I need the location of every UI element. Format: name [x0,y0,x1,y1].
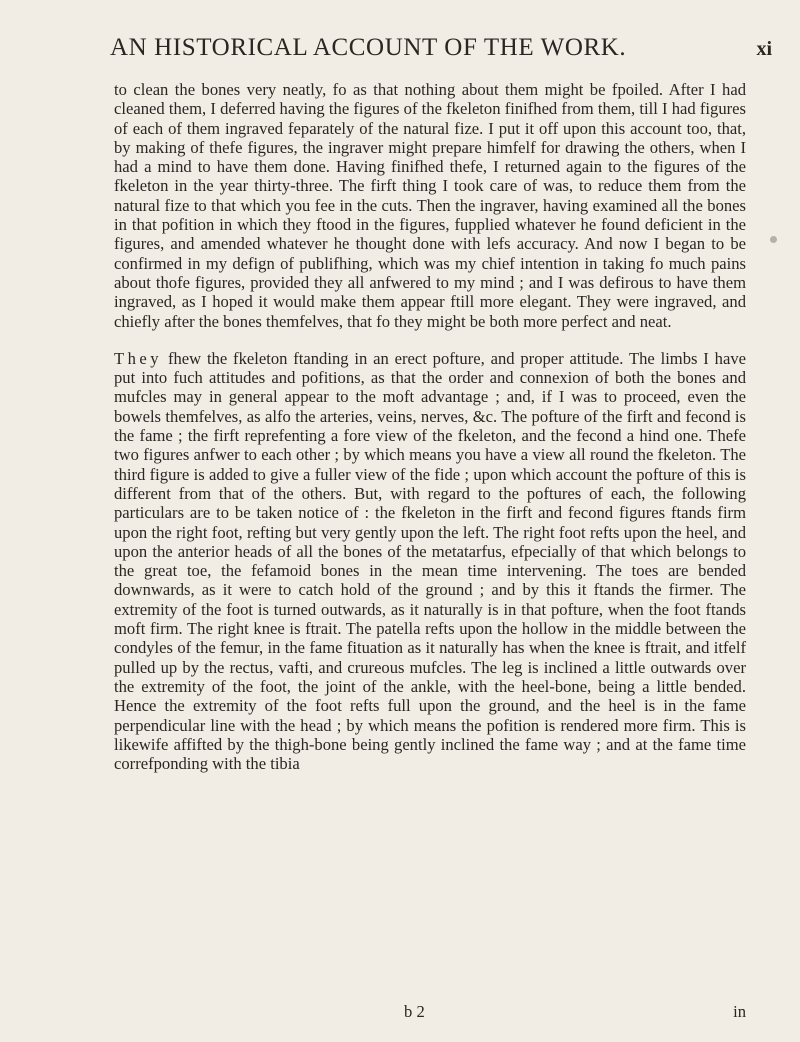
ink-spot-decoration [770,236,777,243]
paragraph-text: to clean the bones very neatly, fo as that nothing about them might be fpoiled. After I had cleaned them, I deferred having the figures of the fkeleton finifhed from them, till I had figures of each of them ingraved feparately of the natural fize. I put it off upon this account too, that, by making of thefe figures, the ingraver might prepare himfelf for drawing the others, when I had a mind to have them done. Having finifhed thefe, I returned again to the figures of the fkeleton in the year thirty-three. The firft thing I took care of was, to reduce them from the natural fize to that which you fee in the cuts. Then the ingraver, having examined all the bones in that pofition in which they ftood in the figures, fupplied whatever he found deficient in the figures, and amended whatever he thought done with lefs accuracy. And now I began to be confirmed in my defign of publifhing, which was my chief intention in taking fo much pains about thofe figures, provided they all anfwered to my mind ; and I was defirous to have them ingraved, as I hoped it would make them appear ftill more elegant. They were ingraved, and chiefly after the bones themfelves, that fo they might be both more perfect and neat. [114,80,746,331]
page-header [110,34,772,70]
paragraph-text: fhew the fkeleton ftanding in an erect pofture, and proper attitude. The limbs I have put into fuch attitudes and pofitions, as that the order and connexion of both the bones and mufcles may in general appear to the moft advantage ; and, if I was to proceed, even the bowels themfelves, as alfo the arteries, veins, nerves, &c. The pofture of the firft and fecond is the fame ; the firft reprefenting a fore view of the fkeleton, and the fecond a hind one. Thefe two figures anfwer to each other ; by which means you have a view all round the fkeleton. The third figure is added to give a fuller view of the fide ; upon which account the pofture of this is different from that of the others. But, with regard to the poftures of each, the following particulars are to be taken notice of : the fkeleton in the firft and fecond figures ftands firm upon the right foot, refting but very gently upon the left. The right foot refts upon the heel, and upon the anterior heads of all the bones of the metatarfus, efpecially of that which belongs to the great toe, the fefamoid bones in the mean time intervening. The toes are bended downwards, as it were to catch hold of the ground ; and by this it ftands the firmer. The extremity of the foot is turned outwards, as it naturally is in that pofture, when the foot ftands moft firm. The right knee is ftrait. The patella refts upon the hollow in the middle between the condyles of the femur, in the fame fituation as it naturally has when the knee is ftrait, and itfelf pulled up by the rectus, vafti, and crureous mufcles. The leg is inclined a little outwards over the extremity of the foot, the joint of the ankle, with the heel-bone, being a little bended. Hence the extremity of the foot refts full upon the ground, and the heel is in the fame perpendicular line with the head ; by which means the pofition is rendered more firm. This is likewife affifted by the thigh-bone being gently inclined the fame way ; and at the fame time correfponding with the tibia [114,348,746,774]
running-title: AN HISTORICAL ACCOUNT OF THE WORK. [110,34,627,61]
page-footer [114,1002,746,1024]
paragraph [114,80,746,331]
body-text [114,80,746,773]
page-number: xi [756,38,772,60]
signature-mark: b 2 [404,1002,425,1021]
lead-word: They [114,348,163,368]
paragraph [114,349,746,774]
catchword: in [733,1002,746,1021]
